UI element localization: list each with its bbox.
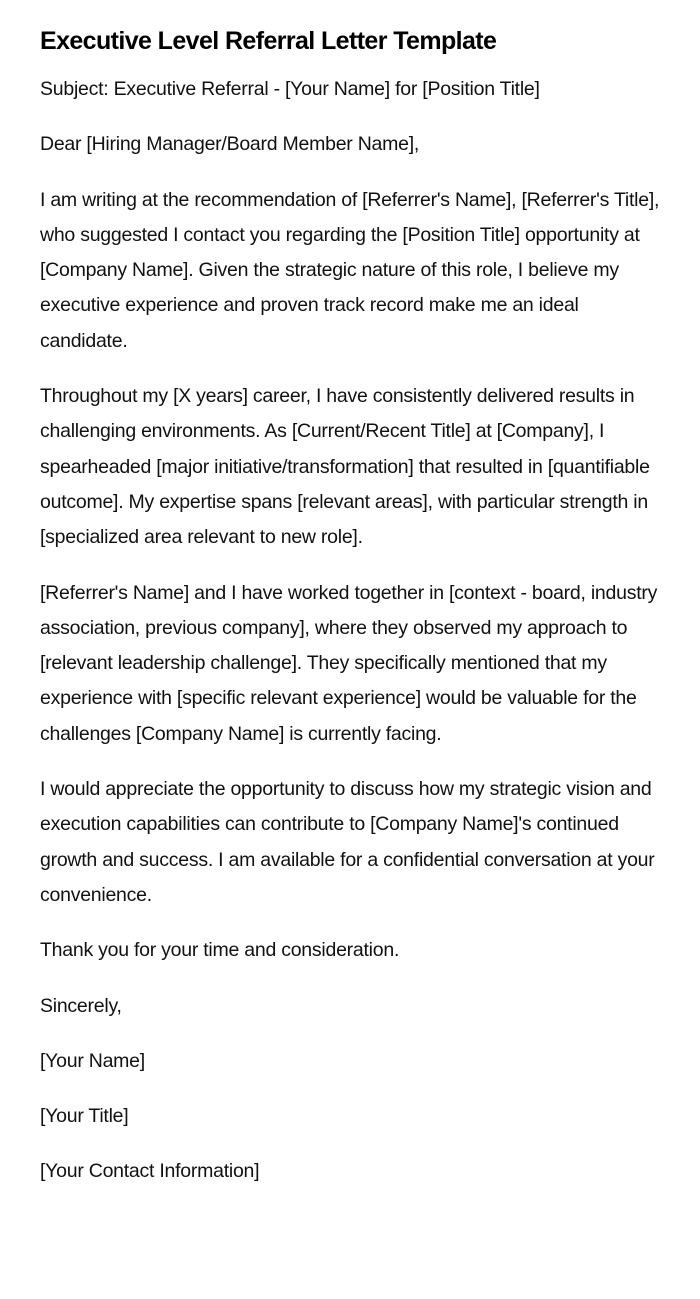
signature-name: [Your Name]: [40, 1049, 145, 1072]
body-paragraph-request: I would appreciate the opportunity to discuss how my strategic vision and execution capabilities can contribute to [Company Name]'s continued growth and success. I am available for a confidential conversation at your convenience.: [40, 778, 655, 906]
body-paragraph-referrer: [Referrer's Name] and I have worked together in [context - board, industry association, previous company], where they observed my approach to [relevant leadership challenge]. They specifically mentioned that my experience with [specific relevant experience] would be valuable for the challenges [Company Name] is currently facing.: [40, 581, 658, 745]
body-paragraph-experience: Throughout my [X years] career, I have consistently delivered results in challenging environments. As [Current/Recent Title] at [Company], I spearheaded [major initiative/transformation] that resulted in [quantifiable outcome]. My expertise spans [relevant areas], with particular strength in [specialized area relevant to new role].: [40, 385, 650, 549]
signature-title: [Your Title]: [40, 1105, 129, 1128]
document-title: Executive Level Referral Letter Template: [40, 27, 497, 55]
subject-line: Subject: Executive Referral - [Your Name] for [Position Title]: [40, 78, 540, 100]
body-paragraph-intro: I am writing at the recommendation of [Referrer's Name], [Referrer's Title], who suggested I contact you regarding the [Position Title] opportunity at [Company Name]. Given the strategic nature of this role, I believe my executive experience and proven track record make me an ideal candidate.: [40, 188, 660, 352]
closing-line: Sincerely,: [40, 994, 122, 1017]
thanks-line: Thank you for your time and consideration.: [40, 939, 400, 962]
salutation: Dear [Hiring Manager/Board Member Name],: [40, 133, 420, 156]
signature-contact: [Your Contact Information]: [40, 1160, 260, 1183]
